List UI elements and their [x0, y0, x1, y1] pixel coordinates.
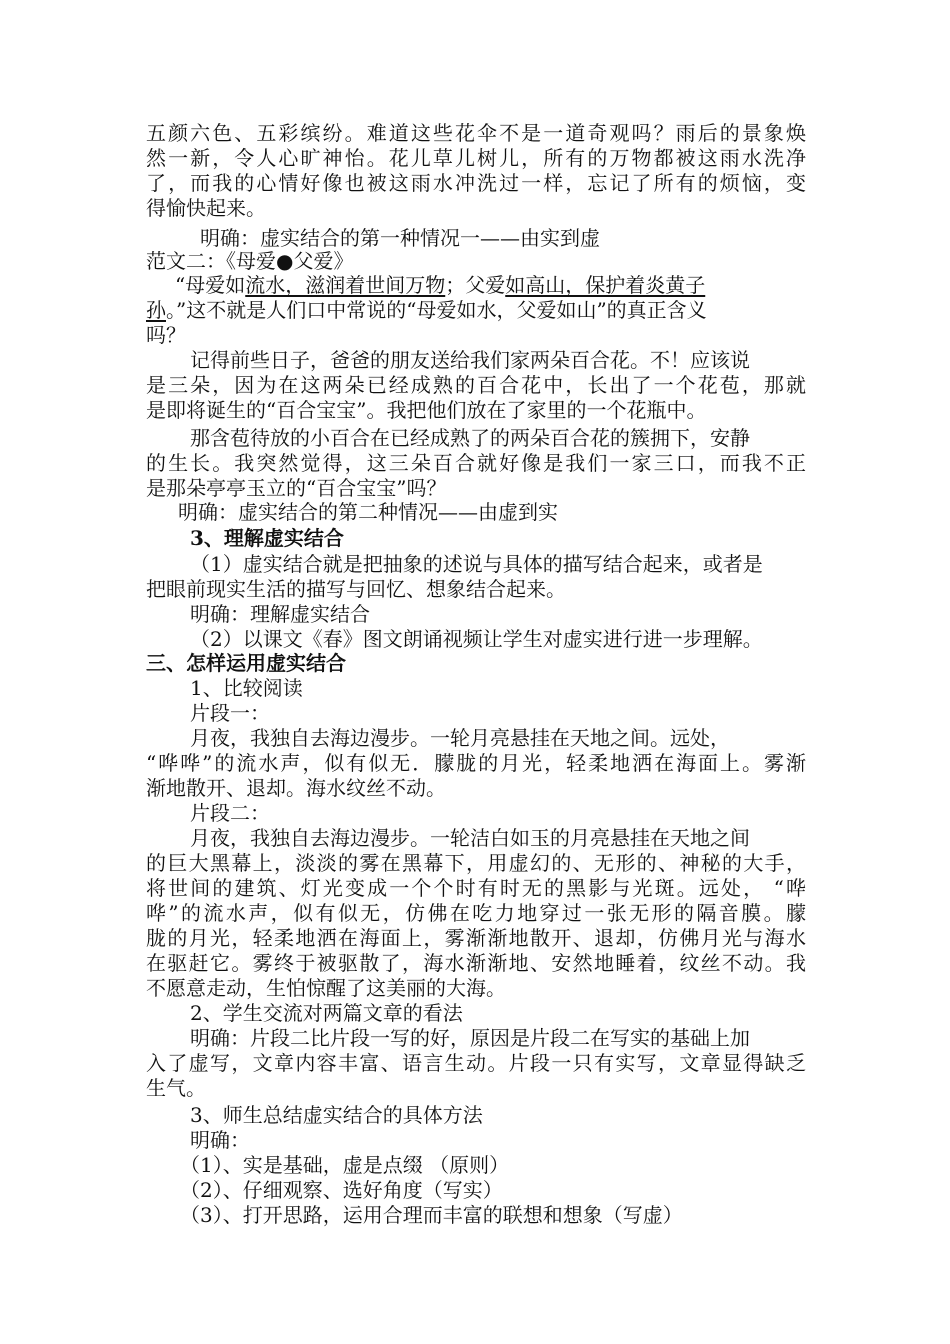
underlined-phrase: 流水，滋润着世间万物 — [245, 273, 446, 297]
text-line: 把眼前现实生活的描写与回忆、想象结合起来。 — [146, 577, 566, 601]
method-item: （1）、实是基础，虚是点缀 （原则） — [180, 1153, 510, 1177]
text-line: 了，而我的心情好像也被这雨水冲洗过一样，忘记了所有的烦恼，变 — [146, 171, 806, 195]
section-heading: 3、理解虚实结合 — [190, 526, 344, 550]
method-item: （2）、仔细观察、选好角度（写实） — [180, 1178, 503, 1202]
text-line: 哗”的流水声，似有似无，仿佛在吃力地穿过一张无形的隔音膜。朦 — [146, 901, 806, 925]
quote-part: ；父爱 — [445, 273, 506, 297]
text-line: 将世间的建筑、灯光变成一个个时有时无的黑影与光斑。远处， “哗 — [146, 876, 806, 900]
text-line: 记得前些日子，爸爸的朋友送给我们家两朵百合花。不！应该说 — [190, 348, 750, 372]
text-line: 然一新，令人心旷神怡。花儿草儿树儿，所有的万物都被这雨水洗净 — [146, 146, 806, 170]
clarification-line: 明确：虚实结合的第二种情况——由虚到实 — [178, 500, 558, 524]
text-line: 在驱赶它。雾终于被驱散了，海水渐渐地、安然地睡着，纹丝不动。我 — [146, 951, 806, 975]
quote-line — [175, 273, 705, 297]
subsection-heading: 1、比较阅读 — [190, 676, 303, 700]
text-line: 不愿意走动，生怕惊醒了这美丽的大海。 — [146, 976, 506, 1000]
text-line: 月夜，我独自去海边漫步。一轮月亮悬挂在天地之间。远处， — [190, 726, 730, 750]
text-line: 的生长。我突然觉得，这三朵百合就好像是我们一家三口，而我不正 — [146, 451, 806, 475]
text-line: 的巨大黑幕上，淡淡的雾在黑幕下，用虚幻的、无形的、神秘的大手， — [146, 851, 806, 875]
text-line: 渐地散开、退却。海水纹丝不动。 — [146, 776, 446, 800]
text-line: 是三朵，因为在这两朵已经成熟的百合花中，长出了一个花苞，那就 — [146, 373, 806, 397]
excerpt-label: 片段一： — [190, 701, 270, 725]
text-line: 是即将诞生的“百合宝宝”。我把他们放在了家里的一个花瓶中。 — [146, 398, 707, 422]
text-line: 是那朵亭亭玉立的“百合宝宝”吗？ — [146, 476, 447, 500]
underlined-phrase: 孙 — [146, 298, 166, 322]
text-line: （1）虚实结合就是把抽象的述说与具体的描写结合起来，或者是 — [190, 552, 763, 576]
clarification-line: 明确：理解虚实结合 — [190, 602, 370, 626]
underlined-phrase: 如高山，保护着炎黄子 — [505, 273, 706, 297]
method-item: （3）、打开思路，运用合理而丰富的联想和想象（写虚） — [180, 1203, 683, 1227]
quote-part: “母爱如 — [175, 273, 246, 297]
sample-essay-title: 范文二：《母爱●父爱》 — [146, 249, 354, 273]
text-line: 月夜，我独自去海边漫步。一轮洁白如玉的月亮悬挂在天地之间 — [190, 826, 750, 850]
quote-line — [146, 298, 707, 322]
subsection-heading: 2、学生交流对两篇文章的看法 — [190, 1001, 463, 1025]
clarification-line: 明确：虚实结合的第一种情况一——由实到虚 — [200, 226, 600, 250]
text-line: 五颜六色、五彩缤纷。难道这些花伞不是一道奇观吗？雨后的景象焕 — [146, 121, 806, 145]
clarification-line: 明确：片段二比片段一写的好，原因是片段二在写实的基础上加 — [190, 1026, 750, 1050]
text-line: 得愉快起来。 — [146, 196, 266, 220]
text-line: 入了虚写，文章内容丰富、语言生动。片段一只有实写，文章显得缺乏 — [146, 1051, 806, 1075]
text-line: 吗？ — [146, 323, 186, 347]
text-line: “哗哗”的流水声，似有似无．朦胧的月光，轻柔地洒在海面上。雾渐 — [146, 751, 806, 775]
subsection-heading: 3、师生总结虚实结合的具体方法 — [190, 1103, 483, 1127]
text-line: 那含苞待放的小百合在已经成熟了的两朵百合花的簇拥下，安静 — [190, 426, 750, 450]
quote-part: 。”这不就是人们口中常说的“母爱如水，父爱如山”的真正含义 — [166, 298, 707, 322]
text-line: （2）以课文《春》图文朗诵视频让学生对虚实进行进一步理解。 — [190, 627, 763, 651]
excerpt-label: 片段二： — [190, 801, 270, 825]
text-line: 胧的月光，轻柔地洒在海面上，雾渐渐地散开、退却，仿佛月光与海水 — [146, 926, 806, 950]
chapter-heading: 三、怎样运用虚实结合 — [146, 651, 346, 675]
text-line: 生气。 — [146, 1076, 206, 1100]
clarification-line: 明确： — [190, 1128, 250, 1152]
